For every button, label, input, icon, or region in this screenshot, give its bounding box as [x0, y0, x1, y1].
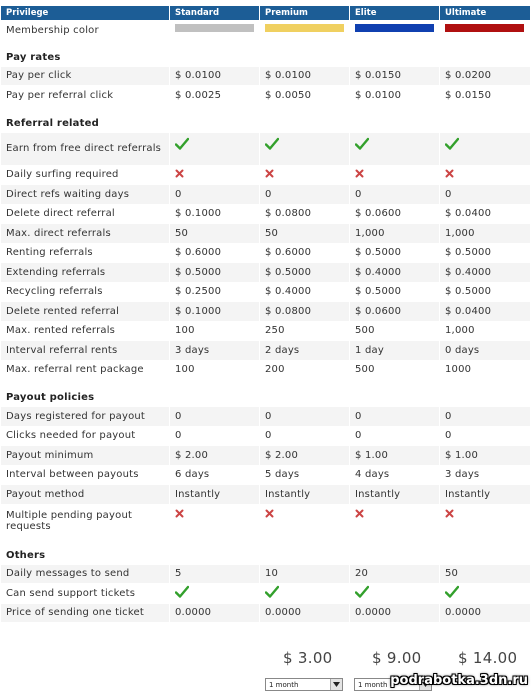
duration-select-premium[interactable] [265, 678, 343, 691]
cell-premium: 10 [260, 565, 349, 584]
cell-standard: $ 2.00 [170, 446, 259, 465]
cell-ultimate: $ 0.0200 [440, 67, 530, 86]
table-row [1, 86, 530, 105]
section-header [1, 41, 530, 66]
cell-ultimate [440, 505, 530, 537]
checkmark-icon [445, 585, 459, 599]
table-row [1, 67, 530, 86]
table-row [1, 407, 530, 426]
table-row [1, 205, 530, 224]
header-plan-elite: Elite [350, 6, 439, 20]
price-ultimate: $ 14.00 [458, 649, 518, 667]
cell-elite: $ 0.0600 [350, 205, 439, 224]
row-label: Payout minimum [1, 446, 169, 465]
table-body [1, 6, 530, 622]
cell-ultimate: 1000 [440, 361, 530, 380]
cell-elite: $ 1.00 [350, 446, 439, 465]
table-row [1, 224, 530, 243]
table-row [1, 244, 530, 263]
table-row [1, 565, 530, 584]
cell-standard: 50 [170, 224, 259, 243]
cell-ultimate: 0.0000 [440, 604, 530, 623]
row-label: Recycling referrals [1, 283, 169, 302]
row-label: Max. rented referrals [1, 322, 169, 341]
row-label: Max. referral rent package [1, 361, 169, 380]
row-label: Extending referrals [1, 263, 169, 282]
cell-standard: 0 [170, 407, 259, 426]
checkmark-icon [355, 585, 369, 599]
table-row [1, 185, 530, 204]
cell-elite: 0 [350, 185, 439, 204]
row-label: Price of sending one ticket [1, 604, 169, 623]
membership-comparison-table [0, 5, 531, 623]
row-label: Payout method [1, 485, 169, 504]
cell-premium [260, 166, 349, 185]
cell-elite: 500 [350, 322, 439, 341]
select-value: 1 month [269, 681, 299, 689]
membership-color-ultimate [440, 21, 530, 40]
cell-ultimate: Instantly [440, 485, 530, 504]
cell-premium: $ 0.0050 [260, 86, 349, 105]
cell-premium: 250 [260, 322, 349, 341]
table-row [1, 166, 530, 185]
table-row [1, 302, 530, 321]
cell-elite: $ 0.5000 [350, 244, 439, 263]
cell-elite: 0.0000 [350, 604, 439, 623]
row-label: Delete rented referral [1, 302, 169, 321]
cell-standard: 0 [170, 185, 259, 204]
cell-elite: 500 [350, 361, 439, 380]
cell-premium: Instantly [260, 485, 349, 504]
cell-ultimate: $ 1.00 [440, 446, 530, 465]
cross-icon [265, 509, 274, 518]
table-row [1, 361, 530, 380]
row-label: Earn from free direct referrals [1, 133, 169, 165]
cross-icon [355, 509, 364, 518]
row-label: Pay per referral click [1, 86, 169, 105]
watermark: podrabotka.3dn.ru [390, 673, 528, 688]
cell-elite [350, 133, 439, 165]
cell-elite: 4 days [350, 466, 439, 485]
cell-elite: 20 [350, 565, 439, 584]
cell-elite: 0 [350, 427, 439, 446]
table-row [1, 604, 530, 623]
cell-ultimate: 0 [440, 185, 530, 204]
cell-premium: $ 0.0100 [260, 67, 349, 86]
cell-standard: $ 0.5000 [170, 263, 259, 282]
cell-premium: 50 [260, 224, 349, 243]
table-row [1, 485, 530, 504]
table-row [1, 283, 530, 302]
cell-ultimate: 1,000 [440, 322, 530, 341]
checkmark-icon [445, 137, 459, 151]
section-header [1, 106, 530, 132]
cell-standard: 5 [170, 565, 259, 584]
cell-ultimate [440, 584, 530, 603]
table-row [1, 133, 530, 165]
cell-premium [260, 505, 349, 537]
membership-color-elite [350, 21, 439, 40]
checkmark-icon [175, 137, 189, 151]
row-label: Daily surfing required [1, 166, 169, 185]
row-label: Can send support tickets [1, 584, 169, 603]
cell-ultimate: $ 0.0150 [440, 86, 530, 105]
price-premium: $ 3.00 [283, 649, 333, 667]
row-label: Delete direct referral [1, 205, 169, 224]
cell-standard: $ 0.1000 [170, 302, 259, 321]
cell-standard: 6 days [170, 466, 259, 485]
cell-elite: $ 0.0100 [350, 86, 439, 105]
checkmark-icon [175, 585, 189, 599]
section-title: Referral related [1, 106, 530, 132]
row-label: Interval between payouts [1, 466, 169, 485]
cell-standard: 0 [170, 427, 259, 446]
cell-elite: Instantly [350, 485, 439, 504]
cell-premium: 200 [260, 361, 349, 380]
cell-ultimate: 1,000 [440, 224, 530, 243]
table-row [1, 427, 530, 446]
table-row [1, 446, 530, 465]
table-row [1, 263, 530, 282]
cell-standard: Instantly [170, 485, 259, 504]
row-label: Membership color [1, 21, 169, 40]
row-label: Clicks needed for payout [1, 427, 169, 446]
cell-premium: $ 0.4000 [260, 283, 349, 302]
cell-ultimate: 0 days [440, 341, 530, 360]
price-elite: $ 9.00 [372, 649, 422, 667]
cell-ultimate: $ 0.0400 [440, 205, 530, 224]
cell-elite: $ 0.0150 [350, 67, 439, 86]
checkmark-icon [265, 137, 279, 151]
cell-standard [170, 505, 259, 537]
cell-premium [260, 584, 349, 603]
header-privilege: Privilege [1, 6, 169, 20]
color-swatch [355, 24, 434, 32]
cross-icon [175, 169, 184, 178]
cell-elite: 1,000 [350, 224, 439, 243]
cross-icon [265, 169, 274, 178]
cell-premium: 0 [260, 407, 349, 426]
row-label: Direct refs waiting days [1, 185, 169, 204]
table-row [1, 341, 530, 360]
cell-elite [350, 505, 439, 537]
cell-standard: $ 0.0100 [170, 67, 259, 86]
cell-premium: $ 2.00 [260, 446, 349, 465]
cell-standard: $ 0.2500 [170, 283, 259, 302]
row-label: Renting referrals [1, 244, 169, 263]
cell-premium [260, 133, 349, 165]
table-header-row [1, 6, 530, 20]
header-plan-premium: Premium [260, 6, 349, 20]
cell-premium: $ 0.0800 [260, 205, 349, 224]
cell-standard: $ 0.1000 [170, 205, 259, 224]
color-swatch [175, 24, 254, 32]
cell-ultimate: 50 [440, 565, 530, 584]
cell-standard: $ 0.0025 [170, 86, 259, 105]
cell-standard [170, 166, 259, 185]
checkmark-icon [265, 585, 279, 599]
cell-premium: $ 0.5000 [260, 263, 349, 282]
color-swatch [445, 24, 524, 32]
cell-elite: $ 0.4000 [350, 263, 439, 282]
cell-elite: $ 0.5000 [350, 283, 439, 302]
row-label: Multiple pending payout requests [1, 505, 169, 537]
section-header [1, 380, 530, 406]
cell-standard: 3 days [170, 341, 259, 360]
color-swatch [265, 24, 344, 32]
cell-elite [350, 584, 439, 603]
cell-standard: $ 0.6000 [170, 244, 259, 263]
cross-icon [175, 509, 184, 518]
header-plan-standard: Standard [170, 6, 259, 20]
cell-premium: 2 days [260, 341, 349, 360]
cell-ultimate [440, 133, 530, 165]
header-plan-ultimate: Ultimate [440, 6, 530, 20]
cell-ultimate: $ 0.5000 [440, 244, 530, 263]
membership-color-premium [260, 21, 349, 40]
cell-ultimate: $ 0.5000 [440, 283, 530, 302]
membership-color-row [1, 21, 530, 40]
cell-premium: 5 days [260, 466, 349, 485]
cell-ultimate [440, 166, 530, 185]
row-label: Interval referral rents [1, 341, 169, 360]
cell-ultimate: 3 days [440, 466, 530, 485]
cell-ultimate: 0 [440, 427, 530, 446]
chevron-down-icon[interactable] [330, 679, 342, 690]
cell-standard: 100 [170, 322, 259, 341]
cell-premium: 0.0000 [260, 604, 349, 623]
row-label: Days registered for payout [1, 407, 169, 426]
cell-standard [170, 133, 259, 165]
table-row [1, 466, 530, 485]
section-title: Pay rates [1, 41, 530, 66]
cell-elite: $ 0.0600 [350, 302, 439, 321]
cell-premium: $ 0.0800 [260, 302, 349, 321]
price-row [0, 649, 532, 669]
cell-elite [350, 166, 439, 185]
section-header [1, 538, 530, 564]
row-label: Max. direct referrals [1, 224, 169, 243]
cell-standard [170, 584, 259, 603]
checkmark-icon [355, 137, 369, 151]
select-value: 1 month [358, 681, 388, 689]
section-title: Payout policies [1, 380, 530, 406]
cross-icon [445, 509, 454, 518]
cell-standard: 100 [170, 361, 259, 380]
cell-standard: 0.0000 [170, 604, 259, 623]
membership-color-standard [170, 21, 259, 40]
cell-premium: $ 0.6000 [260, 244, 349, 263]
row-label: Daily messages to send [1, 565, 169, 584]
table-row [1, 505, 530, 537]
cross-icon [355, 169, 364, 178]
section-title: Others [1, 538, 530, 564]
table-row [1, 322, 530, 341]
cell-premium: 0 [260, 427, 349, 446]
cell-ultimate: 0 [440, 407, 530, 426]
table-row [1, 584, 530, 603]
cell-premium: 0 [260, 185, 349, 204]
cell-elite: 1 day [350, 341, 439, 360]
row-label: Pay per click [1, 67, 169, 86]
cross-icon [445, 169, 454, 178]
cell-ultimate: $ 0.4000 [440, 263, 530, 282]
cell-ultimate: $ 0.0400 [440, 302, 530, 321]
cell-elite: 0 [350, 407, 439, 426]
